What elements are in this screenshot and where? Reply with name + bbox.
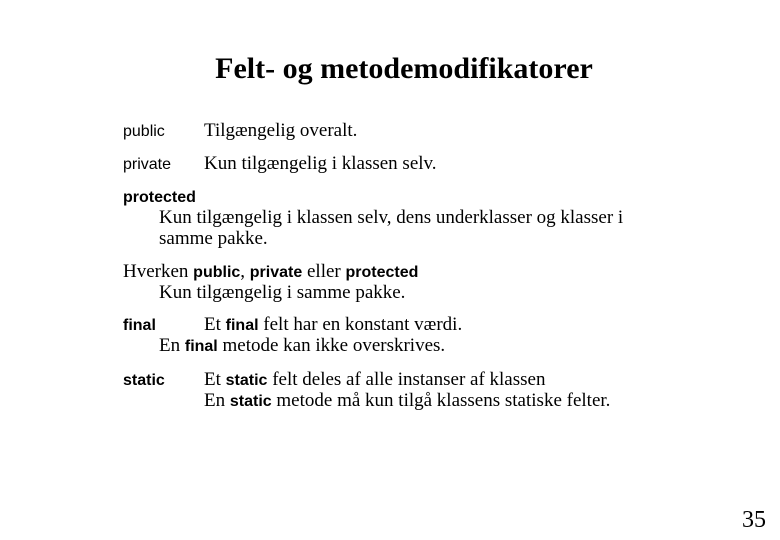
final-line2-post: metode kan ikke overskrives. [222, 335, 446, 356]
private-keyword: private [123, 156, 172, 173]
package-kw-private: private [249, 264, 303, 281]
private-description: Kun tilgængelig i klassen selv. [204, 153, 437, 174]
final-line2-pre: En [159, 335, 181, 356]
protected-keyword: protected [123, 189, 196, 206]
protected-description-line2: samme pakke. [159, 228, 268, 249]
package-kw-protected: protected [345, 264, 419, 281]
final-line1-post: felt har en konstant værdi. [263, 314, 463, 335]
page-number: 35 [742, 507, 766, 533]
static-keyword: static [123, 372, 165, 389]
static-line1-kw: static [225, 372, 268, 389]
final-line1 [204, 314, 462, 336]
protected-description-line1: Kun tilgængelig i klassen selv, dens underklasser og klasser i [159, 207, 624, 228]
static-line2-post: metode må kun tilgå klassens statiske felter. [276, 390, 611, 411]
package-kw-public: public [193, 264, 241, 281]
package-heading [123, 261, 418, 283]
package-sep-comma: , [240, 261, 246, 282]
package-prefix: Hverken [123, 261, 189, 282]
public-description: Tilgængelig overalt. [204, 120, 358, 141]
static-line2-pre: En [204, 390, 226, 411]
static-line2 [204, 390, 610, 412]
static-line1 [204, 369, 545, 391]
final-line1-pre: Et [204, 314, 221, 335]
static-line1-pre: Et [204, 369, 221, 390]
static-line2-kw: static [229, 393, 272, 410]
final-line2-kw: final [184, 338, 218, 355]
public-keyword: public [123, 123, 165, 140]
final-keyword: final [123, 317, 156, 334]
package-sep-eller: eller [307, 261, 341, 282]
static-line1-post: felt deles af alle instanser af klassen [272, 369, 546, 390]
page-title: Felt- og metodemodifikatorer [215, 52, 593, 85]
final-line1-kw: final [225, 317, 259, 334]
package-description: Kun tilgængelig i samme pakke. [159, 282, 406, 303]
final-line2 [159, 335, 445, 357]
